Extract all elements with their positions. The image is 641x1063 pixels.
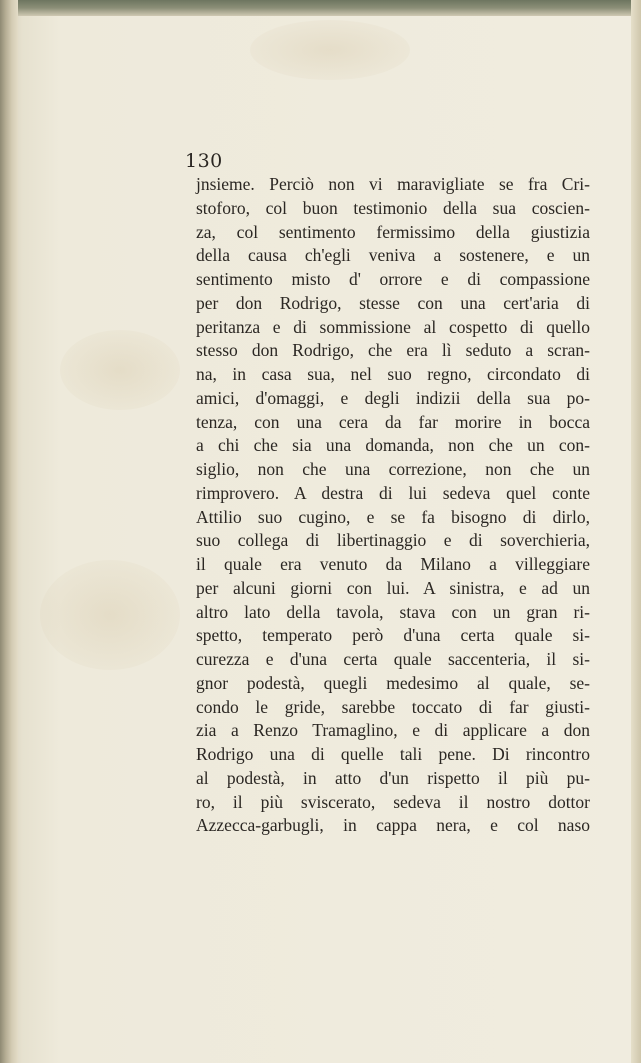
- text-line: stoforo, col buon testimonio della sua coscien-: [196, 197, 590, 218]
- text-line: curezza e d'una certa quale saccenteria, il si-: [196, 649, 590, 669]
- text-line: stesso don Rodrigo, che era lì seduto a scran-: [196, 340, 590, 361]
- text-line: peritanza e di sommissione al cospetto di quello: [196, 316, 590, 337]
- text-line: della causa ch'egli veniva a sostenere, e un: [196, 245, 590, 266]
- text-line: Attilio suo cugino, e se fa bisogno di dirlo,: [196, 506, 590, 527]
- text-line: Rodrigo una di quelle tali pene. Di rincontro: [196, 744, 590, 764]
- text-line: il quale era venuto da Milano a villeggiare: [196, 554, 590, 574]
- paper-stain: [250, 20, 410, 80]
- text-line: condo le gride, sarebbe toccato di far giusti-: [196, 696, 590, 717]
- book-top-edge: [0, 0, 641, 16]
- text-line: ro, il più svisceratо, sedeva il nostro dottor: [196, 791, 590, 812]
- text-line: Azzecca-garbugli, in cappa nera, e col naso: [196, 815, 590, 836]
- page-right-edge: [631, 0, 641, 1063]
- text-line: tenza, con una cera da far morire in bocca: [196, 411, 590, 432]
- text-line: altro lato della tavola, stava con un gran ri-: [196, 601, 590, 622]
- text-line: sentimento misto d' orrore e di compassione: [196, 269, 590, 289]
- text-line: suo collega di libertinaggio e di soverchieria,: [196, 530, 590, 551]
- text-line: a chi che sia una domanda, non che un con-: [196, 435, 590, 456]
- text-line: siglio, non che una correzione, non che un: [196, 459, 590, 479]
- text-line: jnsieme. Perciò non vi maravigliate se fra Cri-: [196, 174, 590, 194]
- text-line: na, in casa sua, nel suo regno, circondato di: [196, 364, 590, 384]
- page-number: 130: [185, 150, 223, 172]
- book-binding-edge: [0, 0, 18, 1063]
- body-text: [196, 173, 590, 838]
- paper-stain: [60, 330, 180, 410]
- text-line: amici, d'omaggi, e degli indizii della sua po-: [196, 387, 590, 408]
- text-line: per don Rodrigo, stesse con una cert'aria di: [196, 292, 590, 313]
- paper-stain: [40, 560, 180, 670]
- text-line: per alcuni giorni con lui. A sinistra, e ad un: [196, 577, 590, 598]
- text-line: spetto, temperato però d'una certa quale si-: [196, 625, 590, 646]
- text-line: zia a Renzo Tramaglino, e di applicare a don: [196, 720, 590, 741]
- text-line: za, col sentimento fermissimo della giustizia: [196, 221, 590, 242]
- text-line: rimprovero. A destra di lui sedeva quel conte: [196, 482, 590, 503]
- text-line: al podestà, in atto d'un rispetto il più pu-: [196, 767, 590, 788]
- text-line: gnor podestà, quegli medesimo al quale, se-: [196, 672, 590, 693]
